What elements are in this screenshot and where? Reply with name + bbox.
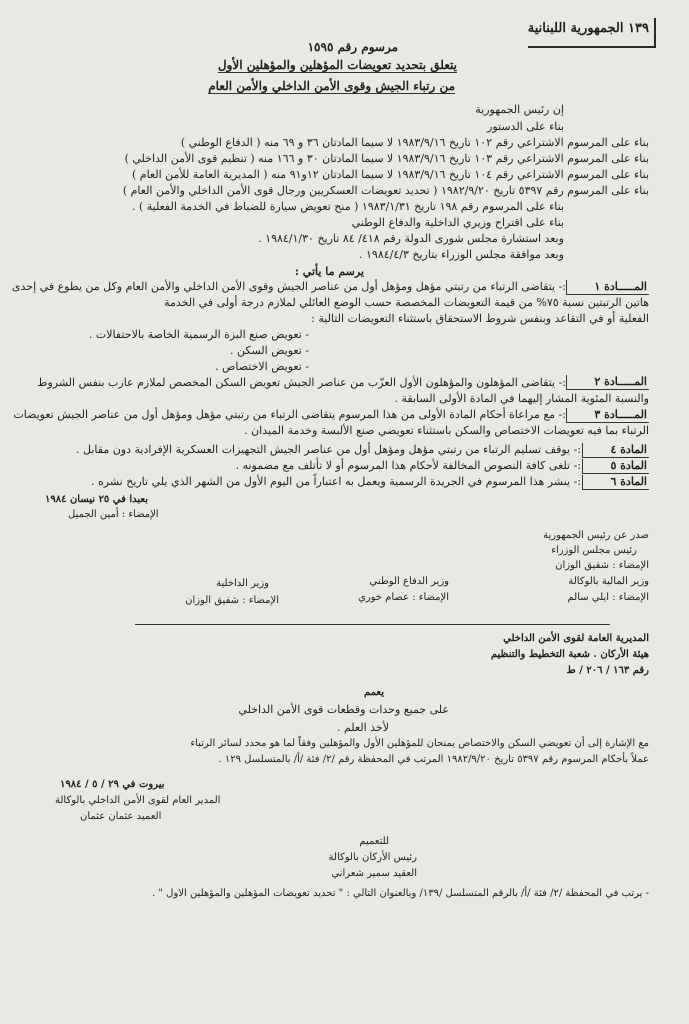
finance-minister-title: وزير المالية بالوكالة [568, 576, 649, 587]
director-general-name: العميد عثمان عثمان [80, 811, 162, 822]
article-3-line: :- مع مراعاة أحكام المادة الأولى من هذا المرسوم يتقاضى الرتباء من رتبتي مؤهل ومؤهل أول من عناصر الجيش تعويضات [13, 408, 566, 421]
defense-minister-signature: الإمضاء : عصام خوري [357, 592, 449, 603]
basis-line: بناء على المرسوم الاشتراعي رقم ١٠٤ تاريخ ١٩٨٣/٩/١٦ لا سيما المادتان ١٢و٩١ منه ( المديرية العامة للأمن العام ) [131, 168, 649, 181]
basis-line: بناء على المرسوم رقم ٥٣٩٧ تاريخ ١٩٨٢/٩/٢٠ ( تحديد تعويضات العسكريين ورجال قوى الأمن الداخلي والأمن العام ) [122, 184, 649, 197]
basis-line: بناء على الدستور [487, 120, 564, 133]
article-2-line: والنسبة المئوية المشار إليهما في المادة الأولى السابقة . [394, 392, 649, 405]
finance-minister-signature: الإمضاء : ايلي سالم [567, 592, 649, 603]
interior-minister-title: وزير الداخلية [216, 578, 269, 589]
basis-line: بناء على اقتراح وزيري الداخلية والدفاع الوطني [351, 216, 564, 229]
chief-of-staff-title: رئيس الأركان بالوكالة [328, 852, 417, 863]
pm-signature: الإمضاء : شفيق الوزان [555, 560, 649, 571]
article-5-text: :- تلغى كافة النصوص المخالفة لأحكام هذا المرسوم أو لا تأتلف مع مضمونه . [235, 459, 581, 472]
decrees-heading: يرسم ما يأتي : [294, 265, 364, 278]
article-1-item: - تعويض السكن . [230, 344, 309, 357]
article-3-label: المـــــادة ٣ [566, 408, 649, 423]
directorate-name: المديرية العامة لقوى الأمن الداخلي [503, 633, 649, 644]
decree-subject-line1: يتعلق بتحديد تعويضات المؤهلين والمؤهلين الأول [217, 58, 457, 72]
article-1-line: :- يتقاضى الرتباء من رتبتي مؤهل ومؤهل أول من عناصر الجيش وقوى الأمن الداخلي والأمن العام وكل من يطوع في إحدى [11, 280, 566, 293]
defense-minister-title: وزير الدفاع الوطني [369, 576, 449, 587]
article-6-label: المادة ٦ [582, 475, 649, 490]
issued-by: صدر عن رئيس الجمهورية [543, 530, 649, 541]
article-1-line: الفعلية أو في التقاعد وبنفس شروط الاستحقاق باستثناء التعويضات التالية : [311, 312, 649, 325]
for-distribution: للتعميم [359, 836, 389, 847]
article-6-text: :- ينشر هذا المرسوم في الجريدة الرسمية ويعمل به اعتباراً من اليوم الأول من الشهر الذي يلي تاريخ نشره . [91, 475, 581, 488]
circular-note: عملاً بأحكام المرسوم رقم ٥٣٩٧ تاريخ ١٩٨٢/٩/٢٠ المرتب في المحفظة رقم /٢/ فئة /أ/ بالمتسلسل ١٢٩ . [218, 754, 649, 765]
section-divider [135, 624, 610, 625]
article-2-line: :- يتقاضى المؤهلون والمؤهلون الأول العزّب من عناصر الجيش تعويض السكن المخصص لملازم عازب بنفس الشروط [37, 376, 566, 389]
beirut-date: بيروت في ٢٩ / ٥ / ١٩٨٤ [60, 779, 165, 790]
article-4-text: :- يوقف تسليم الرتباء من رتبتي مؤهل ومؤهل أول من عناصر الجيش التجهيزات العسكرية الإفرادية دون مقابل . [76, 443, 581, 456]
article-5-label: المادة ٥ [582, 459, 649, 474]
staff-division: هيئة الأركان . شعبة التخطيط والتنظيم [490, 649, 649, 660]
circular-note: مع الإشارة إلى أن تعويضي السكن والاختصاص يمنحان للمؤهلين الأول والمؤهلين وفقاً لما هو محدد لسائر الرتباء [190, 738, 649, 749]
president-signature: الإمضاء : أمين الجميل [68, 509, 159, 520]
reference-number: رقم ١٦٣ / ٢٠٦ / ط [566, 665, 649, 676]
chief-of-staff-name: العقيد سمير شعراني [331, 868, 417, 879]
issuer-line: إن رئيس الجمهورية [475, 103, 564, 116]
decree-number: مرسوم رقم ١٥٩٥ [307, 40, 398, 54]
distribution-target: على جميع وحدات وقطعات قوى الأمن الداخلي [238, 703, 449, 716]
article-1-item: - تعويض صنع البزة الرسمية الخاصة بالاحتفالات . [88, 328, 309, 341]
basis-line: وبعد استشارة مجلس شورى الدولة رقم ٤١٨/ ٨٤ تاريخ ١٩٨٤/١/٣٠ . [258, 232, 564, 245]
interior-minister-signature: الإمضاء : شفيق الوزان [185, 595, 279, 606]
basis-line: بناء على المرسوم الاشتراعي رقم ١٠٢ تاريخ ١٩٨٣/٩/١٦ لا سيما المادتان ٣٦ و ٦٩ منه ( الدفاع الوطني ) [180, 136, 649, 149]
article-3-line: الرتباء بما فيه تعويضات الاختصاص والسكن باستثناء تعويضي صنع الألبسة وخدمة الميدان . [244, 424, 649, 437]
page-header: ١٣٩ الجمهورية اللبنانية [527, 21, 649, 36]
article-2-label: المـــــادة ٢ [566, 375, 649, 390]
distribute-heading: يعمم [363, 687, 384, 698]
basis-line: بناء على المرسوم الاشتراعي رقم ١٠٣ تاريخ ١٩٨٣/٩/١٦ لا سيما المادتان ٣٠ و ١٦٦ منه ( تنظيم قوى الأمن الداخلي ) [124, 152, 649, 165]
basis-line: بناء على المرسوم رقم ١٩٨ تاريخ ١٩٨٣/١/٣١ ( منح تعويض سيارة للضباط في الخدمة الفعلية ) . [131, 200, 564, 213]
article-4-label: المادة ٤ [582, 443, 649, 458]
decree-subject-line2: من رتباء الجيش وقوى الأمن الداخلي والأمن العام [208, 79, 455, 93]
baabda-date: بعبدا في ٢٥ نيسان ١٩٨٤ [45, 494, 149, 505]
pm-title: رئيس مجلس الوزراء [551, 545, 637, 556]
basis-line: وبعد موافقة مجلس الوزراء بتاريخ ١٩٨٤/٤/٣ . [359, 248, 564, 261]
article-1-label: المـــــادة ١ [566, 280, 649, 295]
article-1-line: هاتين الرتبتين نسبة ٧٥% من قيمة التعويضات المخصصة حسب الوضع العائلي لملازم درجة أولى في الخدمة [164, 296, 649, 309]
filing-note: - يرتب في المحفظة /٢/ فئة /أ/ بالرقم المتسلسل /١٣٩/ وبالعنوان التالي : " تحديد تعويضات المؤهلين والمؤهلين الاول " . [152, 888, 649, 899]
director-general-title: المدير العام لقوى الأمن الداخلي بالوكالة [55, 795, 221, 806]
for-information: لأخذ العلم . [336, 721, 389, 734]
article-1-item: - تعويض الاختصاص . [215, 360, 309, 373]
